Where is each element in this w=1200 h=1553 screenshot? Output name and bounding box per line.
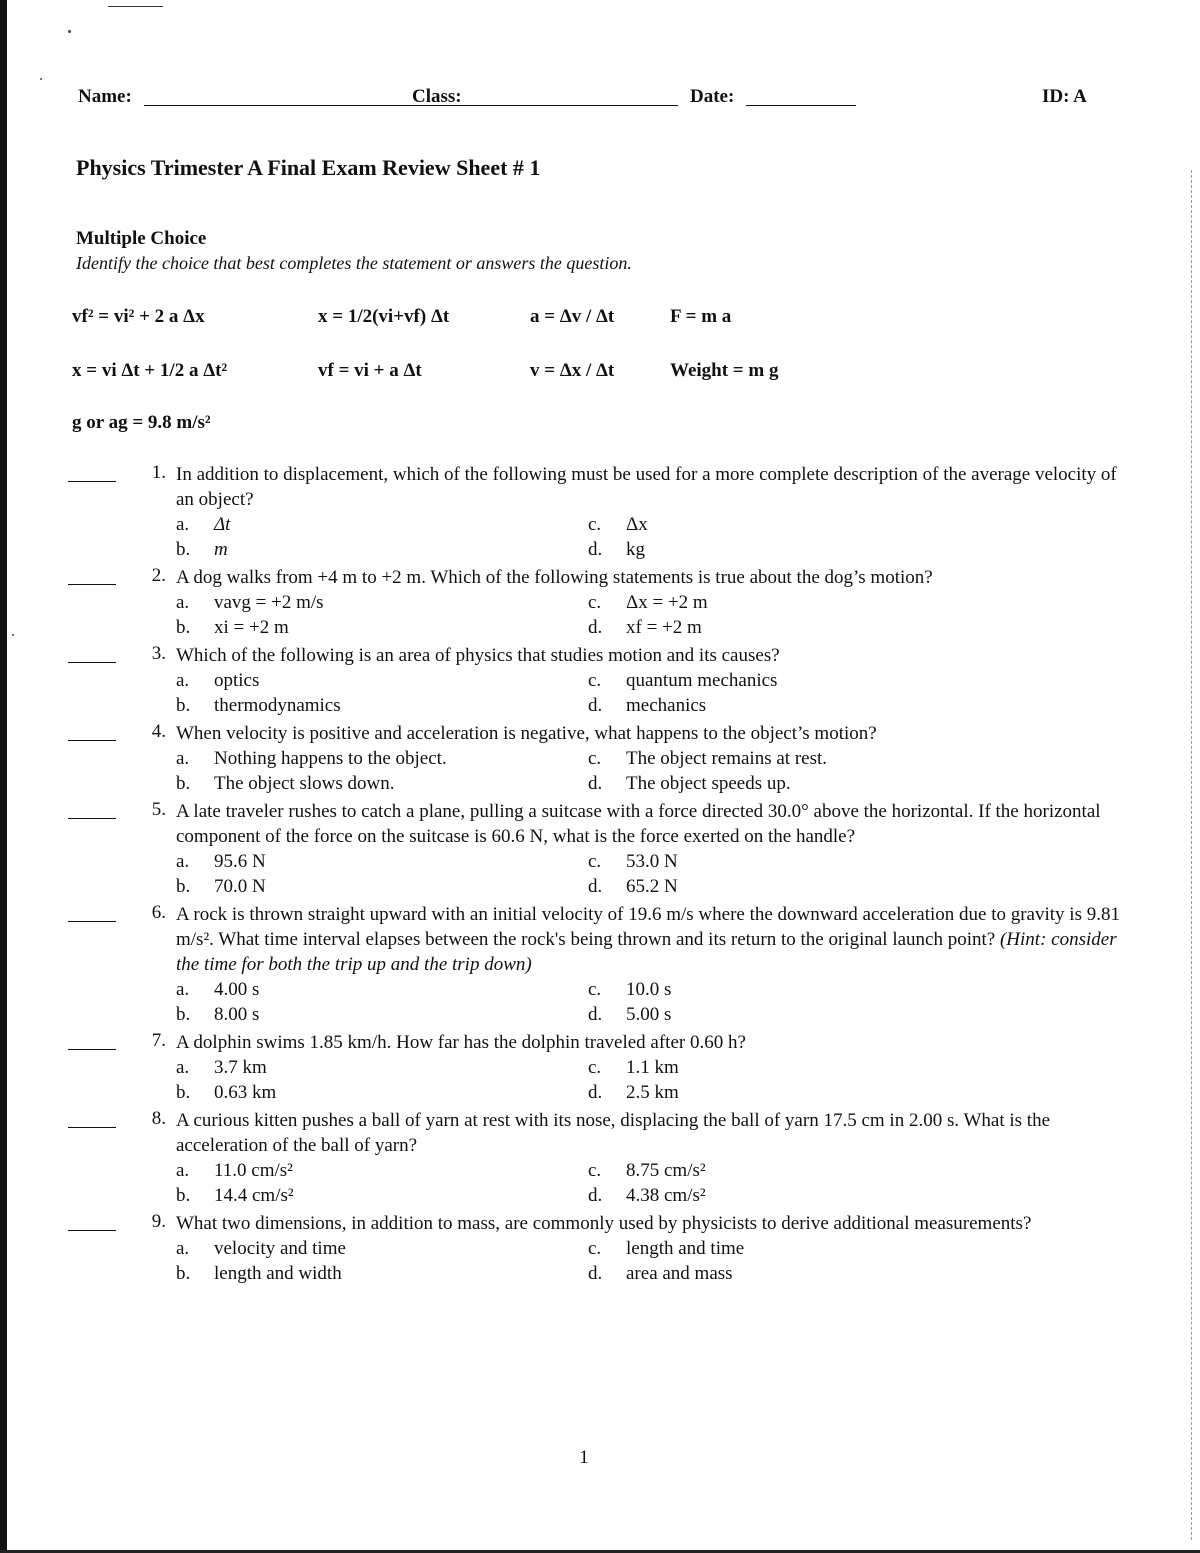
option[interactable]: c. 1.1 km xyxy=(588,1057,679,1078)
equation: a = Δv / Δt xyxy=(530,306,615,327)
name-label: Name: xyxy=(78,86,132,107)
answer-options xyxy=(176,512,1121,562)
option[interactable]: a. optics xyxy=(176,670,260,691)
scan-speck xyxy=(68,30,71,33)
option[interactable]: d. mechanics xyxy=(588,695,707,716)
question-stem: A late traveler rushes to catch a plane, pulling a suitcase with a force directed 30.0° above the horizontal. If the horizontal component of the force on the suitcase is 60.6 N, what is the force exerted on the handle? xyxy=(176,801,1101,847)
class-label: Class: xyxy=(412,86,462,107)
answer-options xyxy=(176,746,1121,796)
answer-blank[interactable] xyxy=(68,818,116,819)
question-number: 9. xyxy=(151,1211,166,1232)
answer-blank[interactable] xyxy=(68,481,116,482)
option[interactable]: d. 4.38 cm/s² xyxy=(588,1185,706,1206)
answer-options xyxy=(176,1236,1121,1286)
option[interactable]: b. 8.00 s xyxy=(176,1004,260,1025)
answer-blank[interactable] xyxy=(68,1230,116,1231)
option[interactable]: a. 11.0 cm/s² xyxy=(176,1160,293,1181)
question xyxy=(0,721,1200,796)
answer-blank[interactable] xyxy=(68,921,116,922)
option[interactable]: d. kg xyxy=(588,539,645,560)
option[interactable]: d. 2.5 km xyxy=(588,1082,679,1103)
option[interactable]: d. area and mass xyxy=(588,1263,733,1284)
page-title: Physics Trimester A Final Exam Review Sheet # 1 xyxy=(76,155,541,180)
option[interactable]: d. xf = +2 m xyxy=(588,617,702,638)
question-stem: A dolphin swims 1.85 km/h. How far has the dolphin traveled after 0.60 h? xyxy=(176,1032,746,1053)
exam-header xyxy=(78,84,1108,110)
option[interactable]: a. Δt xyxy=(176,514,231,535)
option[interactable]: d. The object speeds up. xyxy=(588,773,791,794)
question xyxy=(0,902,1200,1027)
equation: x = vi Δt + 1/2 a Δt² xyxy=(72,360,228,381)
question-stem: When velocity is positive and acceleration is negative, what happens to the object’s motion? xyxy=(176,723,877,744)
equation: g or ag = 9.8 m/s² xyxy=(72,412,211,433)
answer-options xyxy=(176,668,1121,718)
question xyxy=(0,1030,1200,1105)
question xyxy=(0,1108,1200,1208)
scan-speck xyxy=(40,78,42,80)
option[interactable]: d. 5.00 s xyxy=(588,1004,672,1025)
option[interactable]: a. 3.7 km xyxy=(176,1057,267,1078)
option[interactable]: c. quantum mechanics xyxy=(588,670,778,691)
option[interactable]: c. 53.0 N xyxy=(588,851,678,872)
option[interactable]: b. xi = +2 m xyxy=(176,617,289,638)
question xyxy=(0,1211,1200,1286)
question-number: 4. xyxy=(151,721,166,742)
option[interactable]: b. thermodynamics xyxy=(176,695,341,716)
question-hint: (Hint: consider the time for both the trip up and the trip down) xyxy=(176,929,1117,975)
option[interactable]: b. length and width xyxy=(176,1263,342,1284)
date-field[interactable] xyxy=(746,105,856,106)
section-heading: Multiple Choice xyxy=(76,228,207,249)
question-number: 6. xyxy=(151,902,166,923)
option[interactable]: b. 0.63 km xyxy=(176,1082,277,1103)
option[interactable]: c. Δx = +2 m xyxy=(588,592,708,613)
option[interactable]: c. 10.0 s xyxy=(588,979,672,1000)
equation: F = m a xyxy=(670,306,732,327)
question-stem: A rock is thrown straight upward with an initial velocity of 19.6 m/s where the downward acceleration due to gravity is 9.81 m/s². What time interval elapses between the rock's being thrown and its return to the original launch point? (Hint: consider the time for both the trip up and the trip down) xyxy=(176,904,1120,975)
question-list xyxy=(0,462,1200,1289)
answer-options xyxy=(176,590,1121,640)
equation: vf = vi + a Δt xyxy=(318,360,422,381)
answer-blank[interactable] xyxy=(68,1127,116,1128)
id-label: ID: A xyxy=(1042,86,1087,107)
answer-options xyxy=(176,849,1121,899)
option[interactable]: a. velocity and time xyxy=(176,1238,346,1259)
option[interactable]: c. The object remains at rest. xyxy=(588,748,828,769)
option[interactable]: a. 95.6 N xyxy=(176,851,266,872)
question-stem: What two dimensions, in addition to mass, are commonly used by physicists to derive additional measurements? xyxy=(176,1213,1032,1234)
option[interactable]: c. 8.75 cm/s² xyxy=(588,1160,706,1181)
question-stem: In addition to displacement, which of the following must be used for a more complete description of the average velocity of an object? xyxy=(176,464,1117,510)
option[interactable]: c. Δx xyxy=(588,514,648,535)
question-number: 3. xyxy=(151,643,166,664)
question-stem: A curious kitten pushes a ball of yarn at rest with its nose, displacing the ball of yarn 17.5 cm in 2.00 s. What is the acceleration of the ball of yarn? xyxy=(176,1110,1051,1156)
answer-options xyxy=(176,977,1121,1027)
question-number: 1. xyxy=(151,462,166,483)
option[interactable]: b. m xyxy=(176,539,228,560)
question xyxy=(0,799,1200,899)
class-field[interactable] xyxy=(476,105,678,106)
option[interactable]: a. Nothing happens to the object. xyxy=(176,748,447,769)
answer-options xyxy=(176,1055,1121,1105)
question xyxy=(0,643,1200,718)
equation: x = 1/2(vi+vf) Δt xyxy=(318,306,450,327)
question xyxy=(0,462,1200,562)
option[interactable]: a. 4.00 s xyxy=(176,979,260,1000)
option[interactable]: b. The object slows down. xyxy=(176,773,395,794)
option[interactable]: c. length and time xyxy=(588,1238,745,1259)
question-number: 2. xyxy=(151,565,166,586)
option[interactable]: d. 65.2 N xyxy=(588,876,678,897)
equation: Weight = m g xyxy=(670,360,779,381)
answer-options xyxy=(176,1158,1121,1208)
option[interactable]: b. 14.4 cm/s² xyxy=(176,1185,294,1206)
question-stem: A dog walks from +4 m to +2 m. Which of the following statements is true about the dog’s motion? xyxy=(176,567,933,588)
page-number: 1 xyxy=(579,1447,589,1468)
option[interactable]: a. vavg = +2 m/s xyxy=(176,592,324,613)
answer-blank[interactable] xyxy=(68,1049,116,1050)
section-instructions: Identify the choice that best completes the statement or answers the question. xyxy=(76,253,632,273)
question-number: 8. xyxy=(151,1108,166,1129)
option[interactable]: b. 70.0 N xyxy=(176,876,266,897)
date-label: Date: xyxy=(690,86,735,107)
question-number: 5. xyxy=(151,799,166,820)
answer-blank[interactable] xyxy=(68,662,116,663)
equation: vf² = vi² + 2 a Δx xyxy=(72,306,205,327)
equation: v = Δx / Δt xyxy=(530,360,615,381)
question-stem: Which of the following is an area of physics that studies motion and its causes? xyxy=(176,645,780,666)
question xyxy=(0,565,1200,640)
question-number: 7. xyxy=(151,1030,166,1051)
answer-blank[interactable] xyxy=(68,740,116,741)
answer-blank[interactable] xyxy=(68,584,116,585)
scan-mark xyxy=(108,6,163,7)
